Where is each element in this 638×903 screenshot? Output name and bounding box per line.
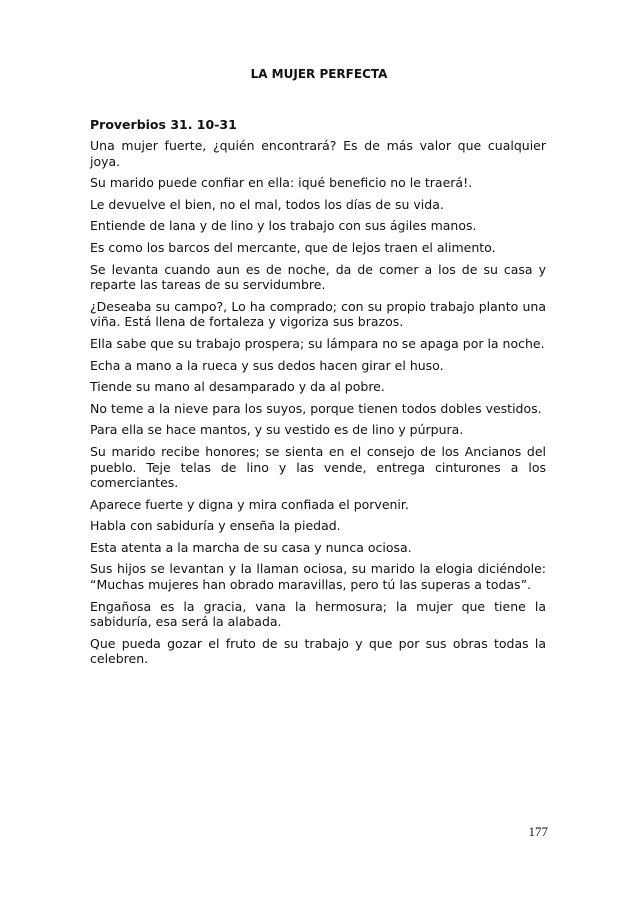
verse-20: Tiende su mano al desamparado y da al pobre. (90, 379, 385, 395)
verse-22: Para ella se hace mantos, y su vestido es de lino y púrpura. (90, 422, 464, 438)
verse-30: Engañosa es la gracia, vana la hermosura; la mujer que tiene la sabiduría, esa será la alabada. (90, 598, 546, 630)
document-title: LA MUJER PERFECTA (250, 67, 388, 81)
verse-15: Se levanta cuando aun es de noche, da de comer a los de su casa y reparte las tareas de su servidumbre. (90, 261, 546, 293)
scripture-reference: Proverbios 31. 10-31 (90, 117, 237, 132)
verse-25: Aparece fuerte y digna y mira confiada el porvenir. (90, 496, 409, 512)
verse-31: Que pueda gozar el fruto de su trabajo y que por sus obras todas la celebren. (90, 635, 546, 667)
verse-23-24: Su marido recibe honores; se sienta en el consejo de los Ancianos del pueblo. Teje telas de lino y las vende, entrega cinturones a los comerciantes. (90, 443, 546, 491)
verse-19: Echa a mano a la rueca y sus dedos hacen girar el huso. (90, 357, 444, 373)
verse-14: Es como los barcos del mercante, que de lejos traen el alimento. (90, 239, 496, 255)
verse-list (90, 138, 546, 673)
verse-21: No teme a la nieve para los suyos, porque tienen todos dobles vestidos. (90, 400, 542, 416)
verse-27: Esta atenta a la marcha de su casa y nunca ociosa. (90, 539, 412, 555)
page-number: 177 (528, 824, 548, 839)
verse-18: Ella sabe que su trabajo prospera; su lámpara no se apaga por la noche. (90, 335, 545, 351)
verse-11: Su marido puede confiar en ella: iqué beneficio no le traerá!. (90, 175, 473, 191)
verse-16-17: ¿Deseaba su campo?, Lo ha comprado; con su propio trabajo planto una viña. Está llena de fortaleza y vigoriza sus brazos. (90, 298, 546, 330)
verse-10: Una mujer fuerte, ¿quién encontrará? Es de más valor que cualquier joya. (90, 138, 546, 169)
verse-12: Le devuelve el bien, no el mal, todos los días de su vida. (90, 196, 444, 212)
verse-28-29: Sus hijos se levantan y la llaman ociosa, su marido la elogia diciéndole: “Muchas mujeres han obrado maravillas, pero tú las superas a todas”. (90, 561, 546, 593)
verse-26: Habla con sabiduría y enseña la piedad. (90, 518, 341, 534)
verse-13: Entiende de lana y de lino y los trabajo con sus ágiles manos. (90, 218, 477, 234)
